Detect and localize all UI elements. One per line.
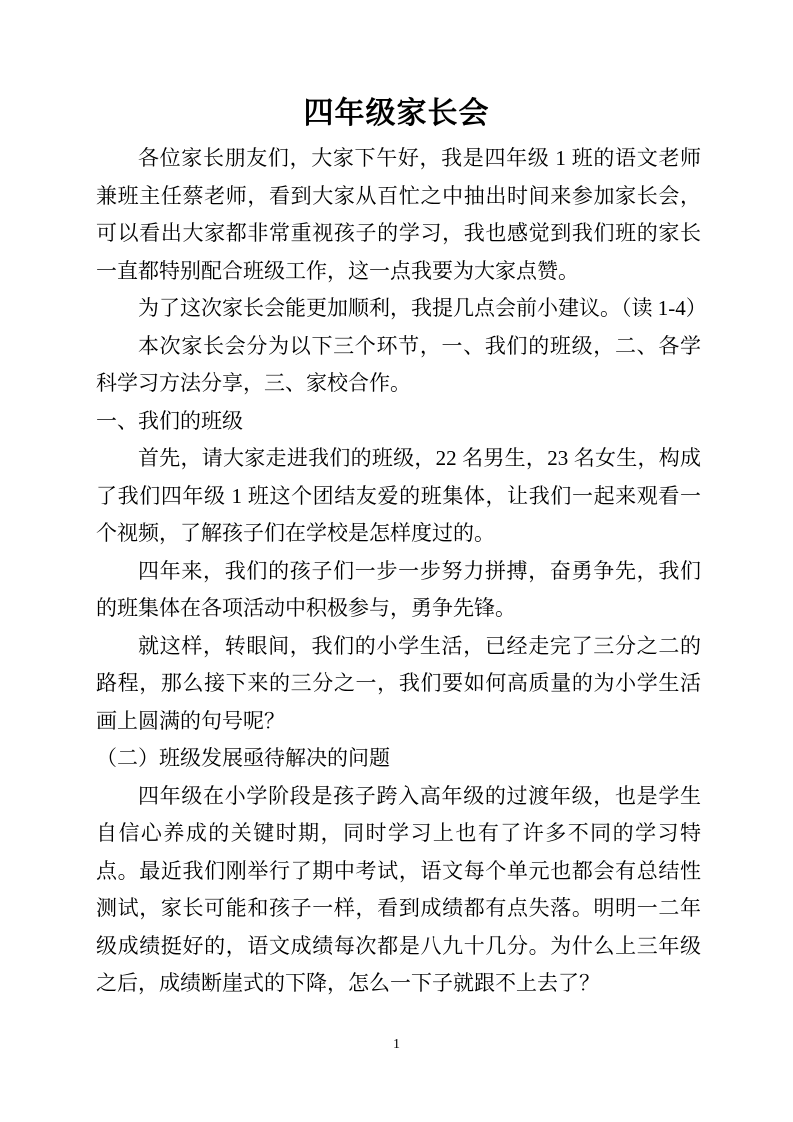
heading-section-our-class: 一、我们的班级 (96, 408, 243, 433)
document-title: 四年级家长会 (303, 97, 490, 130)
paragraph-class-composition: 首先，请大家走进我们的班级，22 名男生，23 名女生，构成了我们四年级 1 班这个团结友爱的班集体，让我们一起来观看一个视频，了解孩子们在学校是怎样度过的。 (96, 446, 701, 545)
paragraph-greeting: 各位家长朋友们，大家下午好，我是四年级 1 班的语文老师兼班主任蔡老师，看到大家从百忙之中抽出时间来参加家长会，可以看出大家都非常重视孩子的学习，我也感觉到我们班的家长一直都特别配合班级工作，这一点我要为大家点赞。 (96, 146, 701, 283)
paragraph-pre-meeting-suggestions: 为了这次家长会能更加顺利，我提几点会前小建议。（读 1-4） (138, 296, 707, 320)
heading-section-class-problems: （二）班级发展亟待解决的问题 (96, 746, 390, 770)
paragraph-grade4-transition: 四年级在小学阶段是孩子跨入高年级的过渡年级，也是学生自信心养成的关键时期，同时学习上也有了许多不同的学习特点。最近我们刚举行了期中考试，语文每个单元也都会有总结性测试，家长可能和孩子一样，看到成绩都有点失落。明明一二年级成绩挺好的，语文成绩每次都是八九十几分。为什么上三年级之后，成绩断崖式的下降，怎么一下子就跟不上去了？ (96, 783, 701, 995)
paragraph-four-years-effort: 四年来，我们的孩子们一步一步努力拼搏，奋勇争先，我们的班集体在各项活动中积极参与，勇争先锋。 (96, 558, 701, 620)
document-body (96, 140, 707, 1003)
paragraph-agenda: 本次家长会分为以下三个环节，一、我们的班级，二、各学科学习方法分享，三、家校合作。 (96, 333, 701, 395)
page-number: 1 (393, 1037, 400, 1052)
paragraph-primary-school-journey: 就这样，转眼间，我们的小学生活，已经走完了三分之二的路程，那么接下来的三分之一，我们要如何高质量的为小学生活画上圆满的句号呢？ (96, 633, 701, 733)
